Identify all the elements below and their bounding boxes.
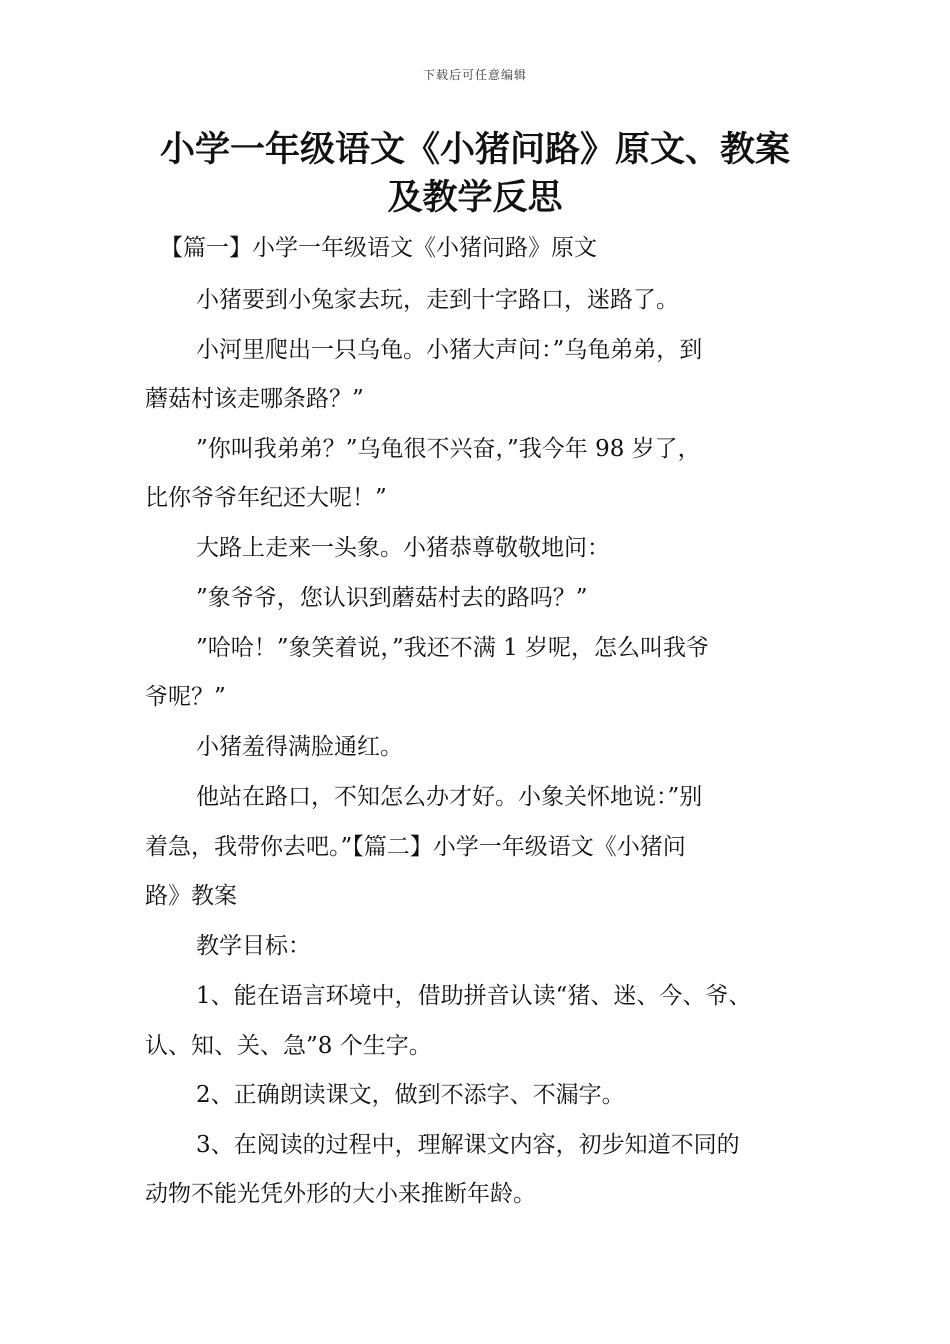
page-header-note: 下载后可任意编辑 (422, 68, 527, 82)
document-title-line-1: 小学一年级语文《小猪问路》原文、教案 (159, 130, 790, 170)
paragraph-line: 3、在阅读的过程中，理解课文内容，初步知道不同的 (196, 1132, 740, 1158)
paragraph-line: 教学目标： (196, 933, 311, 959)
paragraph-line: 大路上走来一头象。小猪恭尊敬敬地问： (196, 535, 610, 561)
document-title-line-2: 及教学反思 (387, 178, 563, 218)
section-heading-1: 【篇一】小学一年级语文《小猪问路》原文 (160, 235, 597, 261)
paragraph-line: 小猪要到小兔家去玩，走到十字路口，迷路了。 (196, 287, 679, 313)
paragraph-line: 小河里爬出一只乌龟。小猪大声问：”乌龟弟弟，到 (196, 337, 703, 363)
paragraph-line: 着急，我带你去吧。”【篇二】小学一年级语文《小猪问 (145, 834, 686, 860)
paragraph-line: 路》教案 (145, 883, 237, 909)
paragraph-line: 2、正确朗读课文，做到不添字、不漏字。 (196, 1082, 625, 1108)
paragraph-line: ”你叫我弟弟？”乌龟很不兴奋，”我今年 98 岁了， (196, 436, 701, 462)
paragraph-line: 蘑菇村该走哪条路？” (145, 386, 364, 412)
paragraph-line: 比你爷爷年纪还大呢！” (145, 485, 387, 511)
paragraph-line: 爷呢？” (145, 684, 226, 710)
paragraph-line: 动物不能光凭外形的大小来推断年龄。 (145, 1181, 536, 1207)
paragraph-line: 小猪羞得满脸通红。 (196, 734, 403, 760)
paragraph-line: 他站在路口，不知怎么办才好。小象关怀地说：”别 (196, 784, 703, 810)
paragraph-line: ”哈哈！”象笑着说，”我还不满 1 岁呢，怎么叫我爷 (196, 635, 710, 661)
paragraph-line: ”象爷爷，您认识到蘑菇村去的路吗？” (196, 585, 588, 611)
paragraph-line: 认、知、关、急”8 个生字。 (145, 1033, 432, 1059)
paragraph-line: 1、能在语言环境中，借助拼音认读“猪、迷、今、爷、 (196, 983, 752, 1009)
